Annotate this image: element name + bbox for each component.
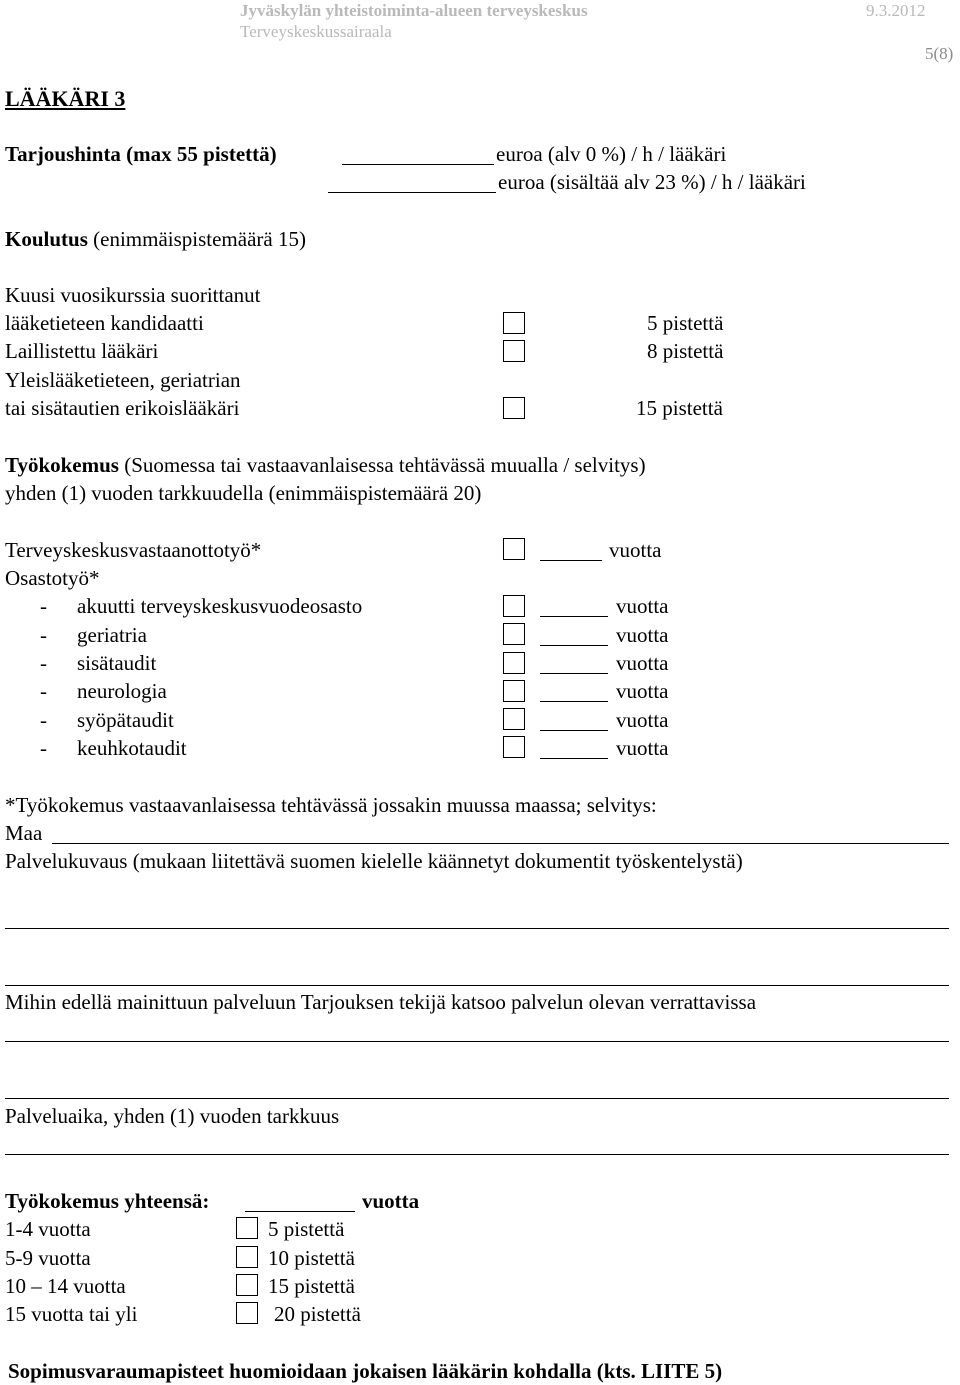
education-item-3-points: 15 pistettä: [636, 396, 723, 420]
ward-oncology-years-field[interactable]: [540, 730, 608, 731]
abroad-note: *Työkokemus vastaavanlaisessa tehtävässä jossakin muussa maassa; selvitys:: [5, 793, 657, 817]
ward-neurology-years-field[interactable]: [540, 701, 608, 702]
service-description-label: Palvelukuvaus (mukaan liitettävä suomen kielelle käännetyt dokumentit työskentelystä): [5, 849, 743, 873]
checkbox-education-specialist[interactable]: [503, 397, 525, 419]
checkbox-tier-3[interactable]: [236, 1274, 258, 1296]
education-heading: Koulutus (enimmäispistemäärä 15): [5, 227, 306, 251]
ward-name-acute: akuutti terveyskeskusvuodeosasto: [77, 594, 363, 618]
ward-dash: -: [40, 594, 47, 618]
checkbox-tier-4[interactable]: [236, 1302, 258, 1324]
checkbox-ward-acute[interactable]: [503, 595, 525, 617]
ward-dash: -: [40, 651, 47, 675]
ward-name-internal: sisätaudit: [77, 651, 157, 675]
ward-dash: -: [40, 679, 47, 703]
checkbox-tier-1[interactable]: [236, 1217, 258, 1239]
total-experience-years-field[interactable]: [245, 1211, 355, 1212]
ward-name-pulmonology: keuhkotaudit: [77, 736, 187, 760]
checkbox-ward-pulmonology[interactable]: [503, 736, 525, 758]
education-item-1-line2: lääketieteen kandidaatti: [5, 311, 204, 335]
tier-points-2: 10 pistettä: [268, 1246, 355, 1270]
ward-pulmonology-years-field[interactable]: [540, 758, 608, 759]
experience-heading: Työkokemus (Suomessa tai vastaavanlaisessa tehtävässä muualla / selvitys): [5, 453, 646, 477]
checkbox-ward-neurology[interactable]: [503, 680, 525, 702]
tier-range-2: 5-9 vuotta: [5, 1246, 91, 1270]
service-time-label: Palveluaika, yhden (1) vuoden tarkkuus: [5, 1104, 340, 1128]
education-item-3-line1: Yleislääketieteen, geriatrian: [5, 368, 241, 392]
page-title: LÄÄKÄRI 3: [5, 86, 126, 111]
ward-geriatrics-unit: vuotta: [616, 623, 669, 647]
ward-dash: -: [40, 736, 47, 760]
footer-note: Sopimusvaraumapisteet huomioidaan jokaisen lääkärin kohdalla (kts. LIITE 5): [8, 1359, 723, 1383]
tier-points-1: 5 pistettä: [268, 1217, 345, 1241]
tier-range-3: 10 – 14 vuotta: [5, 1274, 126, 1298]
header-unit: Terveyskeskussairaala: [240, 22, 392, 41]
ward-internal-years-field[interactable]: [540, 673, 608, 674]
ward-acute-years-field[interactable]: [540, 616, 608, 617]
ward-internal-unit: vuotta: [616, 651, 669, 675]
header-organization: Jyväskylän yhteistoiminta-alueen terveyskeskus: [240, 1, 588, 20]
price-label: Tarjoushinta (max 55 pistettä): [5, 142, 277, 166]
ward-pulmonology-unit: vuotta: [616, 736, 669, 760]
ward-neurology-unit: vuotta: [616, 679, 669, 703]
price-incl-vat-field[interactable]: [328, 192, 496, 193]
ward-oncology-unit: vuotta: [616, 708, 669, 732]
country-label: Maa: [5, 821, 43, 845]
education-item-1-points: 5 pistettä: [647, 311, 724, 335]
tier-range-1: 1-4 vuotta: [5, 1217, 91, 1241]
header-date: 9.3.2012: [866, 1, 926, 20]
comparable-service-field-2[interactable]: [5, 1098, 949, 1099]
price-line2-text: euroa (sisältää alv 23 %) / h / lääkäri: [498, 170, 806, 194]
education-item-2-line1: Laillistettu lääkäri: [5, 339, 159, 363]
education-item-3-line2: tai sisätautien erikoislääkäri: [5, 396, 240, 420]
price-excl-vat-field[interactable]: [342, 164, 494, 165]
ward-dash: -: [40, 708, 47, 732]
ward-name-geriatrics: geriatria: [77, 623, 147, 647]
health-center-years-field[interactable]: [540, 560, 602, 561]
checkbox-education-licensed[interactable]: [503, 340, 525, 362]
health-center-unit: vuotta: [609, 538, 662, 562]
tier-range-4: 15 vuotta tai yli: [5, 1302, 138, 1326]
checkbox-education-candidate[interactable]: [503, 312, 525, 334]
health-center-label: Terveyskeskusvastaanottotyö*: [5, 538, 262, 562]
ward-name-oncology: syöpätaudit: [77, 708, 174, 732]
service-time-field[interactable]: [5, 1154, 949, 1155]
comparable-service-field-1[interactable]: [5, 1041, 949, 1042]
checkbox-tier-2[interactable]: [236, 1246, 258, 1268]
service-description-field-1[interactable]: [5, 928, 949, 929]
tier-points-4: 20 pistettä: [274, 1302, 361, 1326]
ward-dash: -: [40, 623, 47, 647]
comparable-service-label: Mihin edellä mainittuun palveluun Tarjouksen tekijä katsoo palvelun olevan verrattavissa: [5, 990, 757, 1014]
education-item-2-points: 8 pistettä: [647, 339, 724, 363]
checkbox-ward-geriatrics[interactable]: [503, 623, 525, 645]
education-item-1-line1: Kuusi vuosikurssia suorittanut: [5, 283, 261, 307]
ward-geriatrics-years-field[interactable]: [540, 645, 608, 646]
country-field[interactable]: [52, 843, 949, 844]
checkbox-ward-oncology[interactable]: [503, 708, 525, 730]
checkbox-ward-internal[interactable]: [503, 652, 525, 674]
ward-label: Osastotyö*: [5, 566, 100, 590]
page-number: 5(8): [925, 44, 954, 63]
total-experience-unit: vuotta: [362, 1189, 420, 1213]
price-line1-text: euroa (alv 0 %) / h / lääkäri: [496, 142, 727, 166]
checkbox-health-center[interactable]: [503, 538, 525, 560]
service-description-field-2[interactable]: [5, 985, 949, 986]
total-experience-label: Työkokemus yhteensä:: [5, 1189, 210, 1213]
tier-points-3: 15 pistettä: [268, 1274, 355, 1298]
ward-name-neurology: neurologia: [77, 679, 167, 703]
ward-acute-unit: vuotta: [616, 594, 669, 618]
experience-subheading: yhden (1) vuoden tarkkuudella (enimmäispistemäärä 20): [5, 481, 482, 505]
